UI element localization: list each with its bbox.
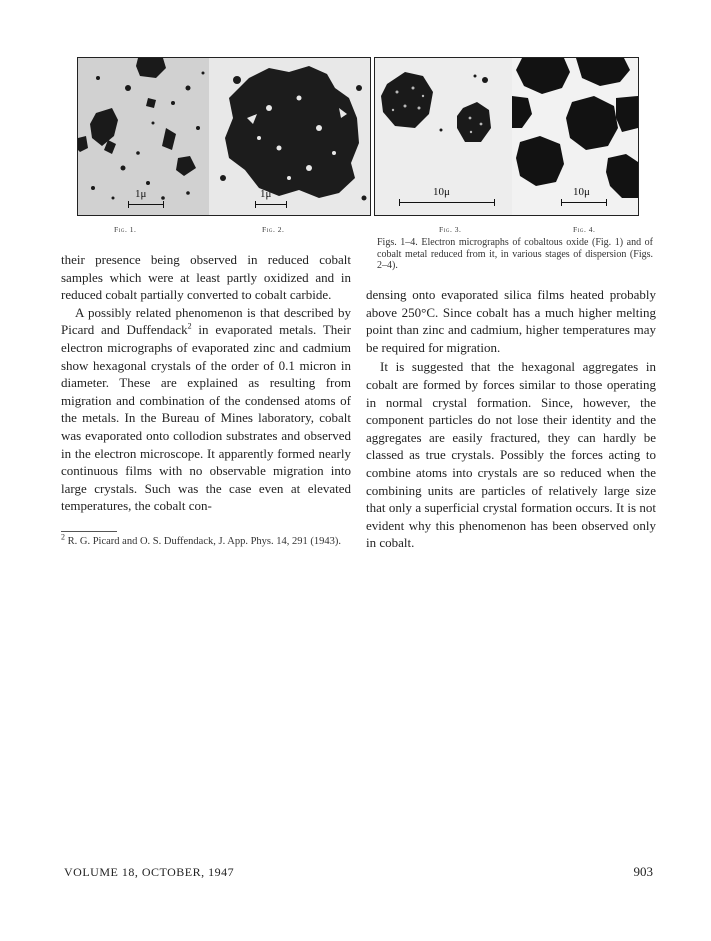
fig-1-label: Fig. 1. xyxy=(114,225,137,234)
paragraph: It is suggested that the hexagonal aggregates in cobalt are formed by forces similar to those operating in normal crystal formation. Since, however, the component particles do not lose their identity and the aggregates are easily fractured, they can hardly be classed as true crystals. Possibly the forces acting to combine atoms into crystals are so reduced when the combining units are particles of relatively large size that only a superficial crystal formation occurs. It is not evident why this phenomenon has been observed only in cobalt. xyxy=(366,359,656,551)
footnote xyxy=(61,532,353,548)
fig-3-label: Fig. 3. xyxy=(439,225,462,234)
fig-2-label: Fig. 2. xyxy=(262,225,285,234)
fig-1-scale-bar xyxy=(128,201,164,208)
journal-volume-footer: VOLUME 18, OCTOBER, 1947 xyxy=(64,865,235,879)
paragraph-text: in evaporated metals. Their electron micrographs of evaporated zinc and cadmium show hexagonal crystals of the order of 0.1 micron in diameter. These are explained as resulting from migration and combination of the condensed atoms of the metals. In the Bureau of Mines laboratory, cobalt was evaporated onto collodion substrates and observed in the electron microscope. It apparently formed nearly continuous films with no observable migration into large crystals. Such was the case even at elevated temperatures, the cobalt con- xyxy=(61,322,351,514)
figure-caption: Figs. 1–4. Electron micrographs of cobaltous oxide (Fig. 1) and of cobalt metal reduced from it, in various stages of dispersion (Figs. 2–4). xyxy=(377,237,653,271)
fig-2-scale-label: 1μ xyxy=(260,188,272,200)
fig-4-label: Fig. 4. xyxy=(573,225,596,234)
fig-4-scale-label: 10μ xyxy=(573,186,590,198)
paragraph: densing onto evaporated silica films heated probably above 250°C. Since cobalt has a much higher melting point than zinc and cadmium, higher temperatures may be required for migration. xyxy=(366,287,656,355)
figure-panel-1-2 xyxy=(77,57,371,216)
fig-2-scale-bar xyxy=(255,201,287,208)
fig-3-scale-bar xyxy=(399,199,495,206)
paragraph: their presence being observed in reduced cobalt samples which were at least partly oxidized and in reduced cobalt partially converted to cobalt carbide. xyxy=(61,252,351,303)
paragraph xyxy=(61,304,351,515)
fig-3-scale-label: 10μ xyxy=(433,186,450,198)
fig-1-scale-label: 1μ xyxy=(135,188,147,200)
left-column xyxy=(61,251,351,515)
right-column xyxy=(366,286,656,552)
figure-panel-3-4 xyxy=(374,57,639,216)
reference-mark[interactable]: 2 xyxy=(187,322,192,332)
footnote-rule xyxy=(61,531,117,532)
footnote-mark: 2 xyxy=(61,532,65,542)
page-number: 903 xyxy=(633,864,653,879)
fig-4-scale-bar xyxy=(561,199,607,206)
footnote-text: R. G. Picard and O. S. Duffendack, J. App. Phys. 14, 291 (1943). xyxy=(65,536,341,547)
fig-2-micrograph xyxy=(209,58,370,215)
paragraph-text: A possibly related phenomenon is that described by Picard and Duffendack xyxy=(61,304,351,338)
